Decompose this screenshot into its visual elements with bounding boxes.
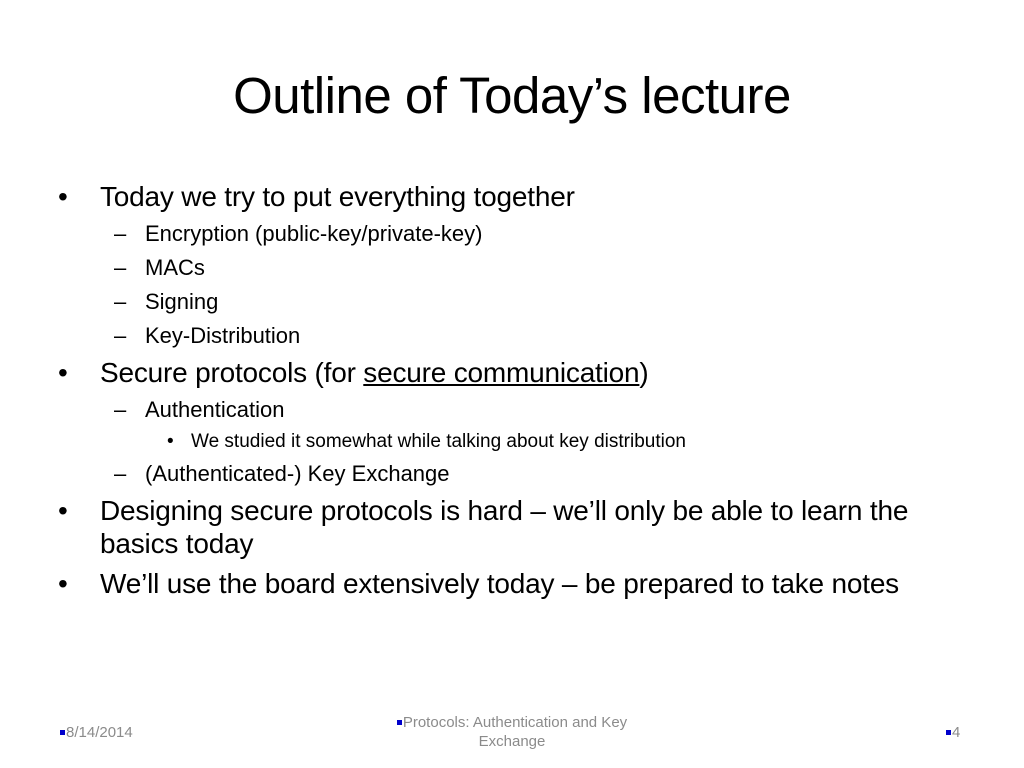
bullet-1 [58, 180, 988, 213]
sub-bullet [58, 288, 988, 316]
bullet-dot-icon: • [58, 357, 68, 388]
bullet-2-underlined-text: secure communication [363, 357, 640, 388]
bullet-2-text-after: ) [639, 357, 649, 388]
sub-bullet-text: Authentication [145, 397, 285, 422]
sub-bullet-text: MACs [145, 255, 205, 280]
slide-content [58, 180, 988, 607]
sub-bullet-text: Key-Distribution [145, 323, 301, 348]
slide-title: Outline of Today’s lecture [233, 67, 791, 124]
dash-bullet-icon: – [114, 221, 127, 246]
footer-date-text: 8/14/2014 [66, 724, 133, 741]
footer-date [60, 723, 133, 742]
sub-bullet [58, 322, 988, 350]
square-marker-icon [397, 720, 402, 725]
sub-sub-bullet-text: We studied it somewhat while talking about key distribution [191, 431, 686, 452]
sub-bullet [58, 220, 988, 248]
bullet-2 [58, 356, 988, 389]
square-marker-icon [946, 730, 951, 735]
dash-bullet-icon: – [114, 289, 127, 314]
bullet-dot-icon: • [58, 495, 68, 526]
footer-page-text: 4 [952, 724, 961, 741]
bullet-3-text: Designing secure protocols is hard – we’ll only be able to learn the basics today [100, 495, 909, 559]
square-marker-icon [60, 730, 65, 735]
sub-bullet [58, 254, 988, 282]
dash-bullet-icon: – [114, 323, 127, 348]
bullet-2-text-before: Secure protocols (for [100, 357, 364, 388]
dash-bullet-icon: – [114, 255, 127, 280]
dash-bullet-icon: – [114, 397, 127, 422]
sub-bullet-text: Encryption (public-key/private-key) [145, 221, 483, 246]
bullet-3 [58, 494, 988, 560]
bullet-4-text: We’ll use the board extensively today – be prepared to take notes [100, 568, 899, 599]
bullet-dot-icon: • [58, 181, 68, 212]
sub-bullet-text: (Authenticated-) Key Exchange [145, 461, 450, 486]
sub-bullet-text: Signing [145, 289, 219, 314]
small-bullet-dot-icon: • [167, 431, 174, 452]
bullet-dot-icon: • [58, 568, 68, 599]
bullet-4 [58, 567, 988, 600]
footer-page-number [946, 723, 960, 742]
sub-sub-bullet [58, 430, 988, 454]
footer-title-text: Protocols: Authentication and Key Exchange [402, 714, 628, 750]
bullet-1-text: Today we try to put everything together [100, 181, 575, 212]
footer-title [372, 713, 652, 751]
sub-bullet [58, 396, 988, 424]
sub-bullet [58, 460, 988, 488]
dash-bullet-icon: – [114, 461, 127, 486]
